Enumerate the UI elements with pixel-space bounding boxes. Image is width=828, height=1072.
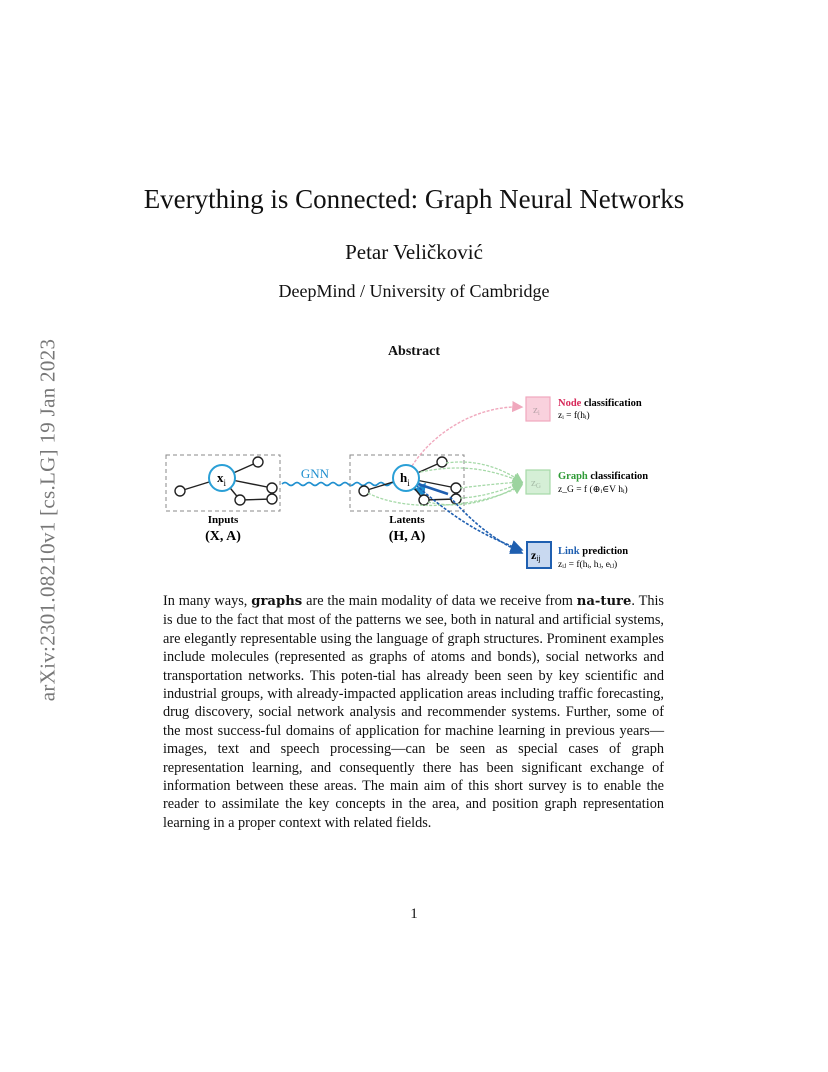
- page-number: 1: [410, 906, 418, 922]
- link-task-formula: zᵢⱼ = f(hᵢ, hⱼ, eᵢⱼ): [558, 560, 618, 570]
- inputs-label: Inputs: [207, 514, 239, 526]
- abstract-emphasis-graphs: graphs: [251, 594, 303, 609]
- latents-label: Latents: [389, 514, 425, 526]
- abstract-segment: . This is due to the fact that most of the patterns we see, both in natural and artificial systems, are elegantly representable using the language of graph structures. Prominent examples include molecules (represented as graphs of atoms and bonds), social networks and transportation networks. This poten-tial has already been seen by key scientific and industrial groups, with already-impacted application areas including traffic forecasting, drug discovery, social network analysis and recommender systems. Further, some of the most success-ful domains of application for machine learning in previous years—images, text and speech processing—can be seen as special cases of graph representation learning, and consequently there has been significant exchange of information between these areas. The main aim of this short survey is to enable the reader to assimilate the key concepts in the area, and position graph representation learning in a proper context with related fields.: [163, 593, 664, 831]
- graph-task-formula: z_G = f (⊕ᵢ∈V hᵢ): [558, 485, 628, 495]
- node-task-formula: zᵢ = f(hᵢ): [558, 411, 590, 421]
- node-output-label: zi: [533, 404, 540, 417]
- author-affiliation: DeepMind / University of Cambridge: [278, 281, 550, 301]
- link-output-arrows: [416, 484, 522, 553]
- graph-task-title: Graph classification: [558, 471, 649, 482]
- node-output-arrow: [412, 407, 522, 466]
- input-node-label: $x_i$: [217, 470, 227, 488]
- input-graph: [166, 455, 280, 511]
- paper-title: Everything is Connected: Graph Neural Networks: [143, 184, 685, 214]
- node-task-title: Node classification: [558, 398, 642, 409]
- abstract-text: [163, 592, 664, 832]
- abstract-segment: are the main modality of data we receive from: [302, 593, 577, 609]
- abstract-emphasis-nature: na-ture: [576, 594, 632, 609]
- author-name: Petar Veličković: [345, 240, 483, 264]
- latent-node-label: $h_i$: [400, 470, 410, 488]
- abstract-heading: Abstract: [387, 344, 441, 359]
- link-output-label: zij: [531, 548, 541, 563]
- gnn-label: GNN: [300, 466, 330, 481]
- abstract-segment: In many ways,: [163, 593, 252, 609]
- latents-tuple: (H, A): [388, 529, 426, 544]
- arxiv-identifier: arXiv:2301.08210v1 [cs.LG] 19 Jan 2023: [35, 338, 60, 702]
- inputs-tuple: (X, A): [205, 529, 241, 544]
- link-task-title: Link prediction: [558, 546, 629, 557]
- graph-output-label: zG: [531, 477, 541, 490]
- gnn-overview-figure: [150, 385, 690, 580]
